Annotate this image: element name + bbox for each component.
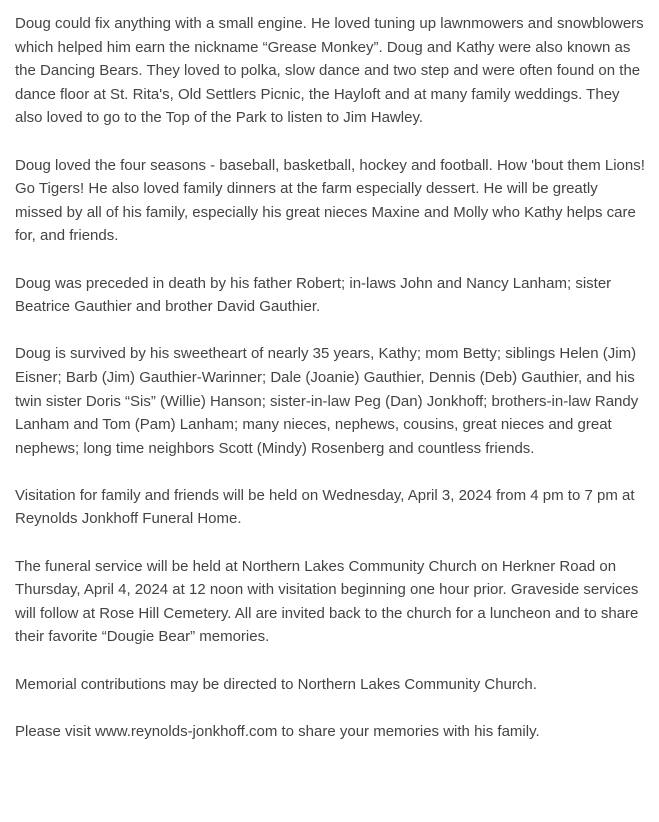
paragraph-visitation: Visitation for family and friends will be held on Wednesday, April 3, 2024 from 4 pm to 7 pm at Reynolds Jonkhoff Funeral Home. [15, 486, 635, 528]
paragraph-interests: Doug loved the four seasons - baseball, basketball, hockey and football. How 'bout them Lions! Go Tigers! He also loved family dinners at the farm especially dessert. He will be greatly missed by all of his family, especially his great nieces Maxine and Molly who Kathy helps care for, and friends. [15, 156, 645, 245]
paragraph-hobbies: Doug could fix anything with a small engine. He loved tuning up lawnmowers and snowblowers which helped him earn the nickname “Grease Monkey”. Doug and Kathy were also known as the Dancing Bears. They loved to polka, slow dance and two step and were often found on the dance floor at St. Rita's, Old Settlers Picnic, the Hayloft and at many family weddings. They also loved to go to the Top of the Park to listen to Jim Hawley. [15, 15, 644, 127]
paragraph-share-memories: Please visit www.reynolds-jonkhoff.com to share your memories with his family. [15, 722, 540, 740]
paragraph-funeral-service: The funeral service will be held at Northern Lakes Community Church on Herkner Road on Thursday, April 4, 2024 at 12 noon with visitation beginning one hour prior. Graveside services will follow at Rose Hill Cemetery. All are invited back to the church for a luncheon and to share their favorite “Dougie Bear” memories. [15, 557, 639, 646]
paragraph-memorial-contributions: Memorial contributions may be directed to Northern Lakes Community Church. [15, 675, 537, 693]
paragraph-survived-by: Doug is survived by his sweetheart of nearly 35 years, Kathy; mom Betty; siblings Helen (Jim) Eisner; Barb (Jim) Gauthier-Warinner; Dale (Joanie) Gauthier, Dennis (Deb) Gauthier, and his twin sister Doris “Sis” (Willie) Hanson; sister-in-law Peg (Dan) Jonkhoff; brothers-in-law Randy Lanham and Tom (Pam) Lanham; many nieces, nephews, cousins, great nieces and great nephews; long time neighbors Scott (Mindy) Rosenberg and countless friends. [15, 345, 639, 457]
obituary-body [15, 12, 647, 743]
paragraph-preceded-in-death: Doug was preceded in death by his father Robert; in-laws John and Nancy Lanham; sister Beatrice Gauthier and brother David Gauthier. [15, 274, 612, 316]
